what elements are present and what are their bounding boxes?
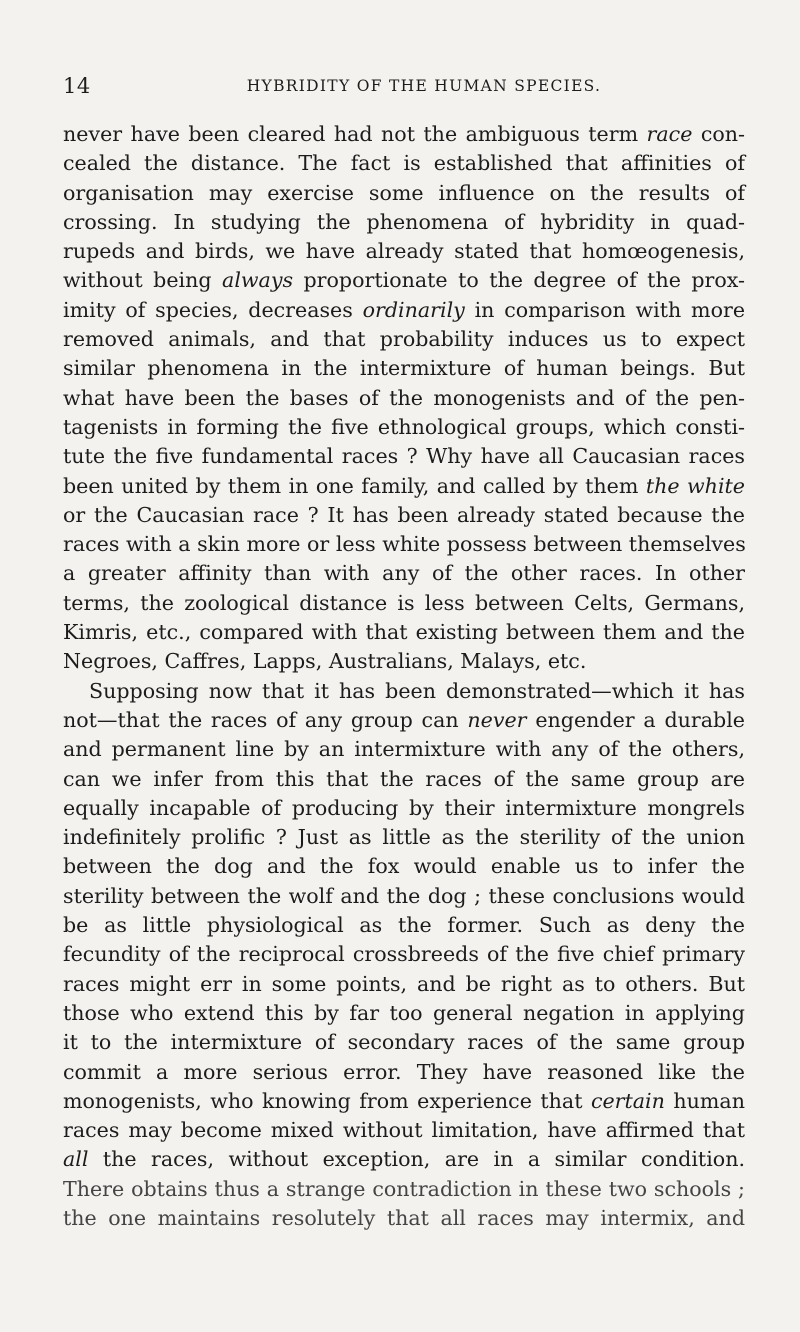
italic-text: always [222,268,294,293]
text-segment: a greater affinity than with any of the other races. In other [63,561,745,586]
text-segment: Kimris, etc., compared with that existing between them and the [63,620,745,645]
text-segment: organisation may exercise some influence on the results of [63,180,745,205]
running-head [63,74,745,104]
text-segment: There obtains thus a strange contradiction in these two schools ; [63,1176,745,1201]
text-line [63,765,745,794]
text-segment: the races, without exception, are in a similar condition. [88,1147,745,1172]
text-segment: equally incapable of producing by their intermixture mongrels [63,795,745,820]
text-segment: never have been cleared had not the ambiguous term [63,122,647,146]
text-segment: what have been the bases of the monogenists and of the pen- [63,385,745,410]
text-segment: monogenists, who knowing from experience that [63,1088,591,1113]
text-line [63,1087,745,1116]
text-segment: the one maintains resolutely that all races may intermix, and [63,1205,745,1230]
text-line [63,1145,745,1174]
text-line [63,559,745,588]
text-segment: races may become mixed without limitation, have affirmed that [63,1118,745,1143]
italic-text: never [467,707,527,732]
text-segment: con- [692,122,745,146]
text-segment: can we infer from this that the races of the same group are [63,766,745,791]
text-segment: crossing. In studying the phenomena of hybridity in quad- [63,209,745,234]
italic-text: race [646,122,693,146]
text-segment: terms, the zoological distance is less between Celts, Germans, [63,590,745,615]
text-line [63,911,745,940]
text-segment: proportionate to the degree of the prox- [293,268,746,293]
text-segment: sterility between the wolf and the dog ; these conclusions would [63,883,745,908]
text-line [63,647,745,676]
text-segment: not—that the races of any group can [63,707,468,732]
text-line [63,1028,745,1057]
body-text [63,120,745,1233]
text-line [63,618,745,647]
text-line [63,384,745,413]
text-line [63,413,745,442]
text-line [63,354,745,383]
text-line [63,120,745,149]
text-segment: commit a more serious error. They have reasoned like the [63,1059,745,1084]
text-segment: those who extend this by far too general negation in applying [63,1000,745,1025]
text-line [63,1116,745,1145]
text-line [63,735,745,764]
text-line [63,266,745,295]
text-line [63,970,745,999]
text-segment: or the Caucasian race ? It has been already stated because the [63,502,745,527]
italic-text: the white [645,473,745,498]
text-line [63,179,745,208]
text-line [63,472,745,501]
text-line [63,149,745,178]
text-segment: rupeds and birds, we have already stated that homœogenesis, [63,239,745,264]
italic-text: all [63,1147,89,1172]
text-line [63,999,745,1028]
text-line [63,501,745,530]
text-segment: without being [63,268,223,293]
text-line [63,530,745,559]
text-line [63,940,745,969]
text-segment: races with a skin more or less white possess between themselves [63,532,746,557]
text-line [63,237,745,266]
text-segment: it to the intermixture of secondary races of the same group [63,1030,745,1055]
running-title: HYBRIDITY OF THE HUMAN SPECIES. [246,77,602,95]
text-line [63,1175,745,1204]
text-line [63,677,745,706]
text-segment: Negroes, Caffres, Lapps, Australians, Malays, etc. [63,649,587,674]
text-segment: tagenists in forming the five ethnological groups, which consti- [63,414,745,439]
text-segment: races might err in some points, and be right as to others. But [63,971,745,996]
text-segment: tute the five fundamental races ? Why have all Caucasian races [63,444,745,469]
text-segment: fecundity of the reciprocal crossbreeds of the five chief primary [63,942,745,967]
text-segment: be as little physiological as the former. Such as deny the [63,913,745,938]
text-segment: Supposing now that it has been demonstrated—which it has [89,678,745,703]
text-segment: similar phenomena in the intermixture of human beings. But [63,356,745,381]
text-segment: been united by them in one family, and called by them [63,473,646,498]
text-segment: removed animals, and that probability induces us to expect [63,327,745,352]
text-segment: cealed the distance. The fact is established that affinities of [63,151,745,176]
text-line [63,325,745,354]
text-line [63,706,745,735]
text-line [63,296,745,325]
text-segment: human [664,1088,745,1113]
text-segment: and permanent line by an intermixture with any of the others, [63,737,745,762]
text-segment: between the dog and the fox would enable us to infer the [63,854,745,879]
text-line [63,1058,745,1087]
text-segment: engender a durable [526,707,745,732]
text-line [63,442,745,471]
text-line [63,208,745,237]
text-segment: in comparison with more [464,297,746,322]
text-line [63,852,745,881]
text-line [63,823,745,852]
italic-text: ordinarily [362,297,465,322]
page-number: 14 [63,74,91,98]
text-line [63,1204,745,1233]
text-segment: imity of species, decreases [63,297,363,322]
italic-text: certain [590,1088,665,1113]
text-line [63,794,745,823]
text-segment: indefinitely prolific ? Just as little as the sterility of the union [63,825,745,850]
text-line [63,589,745,618]
text-line [63,882,745,911]
